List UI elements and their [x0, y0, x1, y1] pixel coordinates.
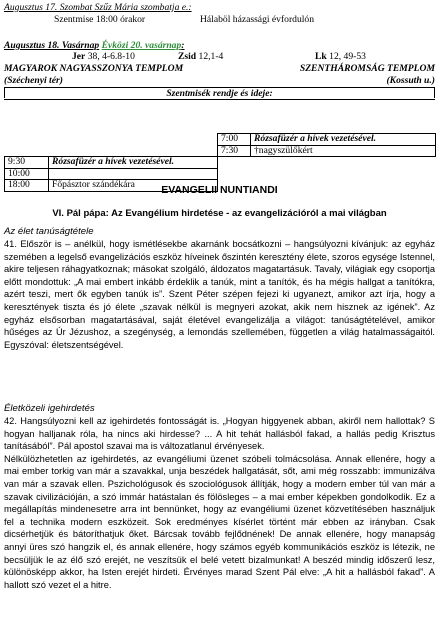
article-section-2 — [4, 403, 435, 591]
church-right: SZENTHÁROMSÁG TEMPLOM — [299, 63, 435, 74]
schedule-desc: Főpásztor szándékára — [49, 180, 218, 192]
reading-zsid-label: Zsid — [178, 51, 197, 62]
section-2-heading: Életközeli igehirdetés — [4, 403, 95, 414]
section-1-heading: Az élet tanúságtétele — [4, 226, 94, 237]
schedule-row — [5, 134, 436, 146]
section-2-text-2: Nélkülözhetetlen az igehirdetés, az evangéliumi üzenet szóbeli tolmácsolása. Annak ellenére, hogy a mai ember torkig van már a szavakkal, unja beszédek hallgatását, sőt, ami még rosszabb: immunizálva van már a szavak ellen. Pszichológusok és szociológusok állítják, hogy a modern ember túl van már a szavak civilizációján, a szó immár hatástalan és fölösleges – a mai ember képekben gondolkodik. Ez a megállapítás mindenesetre arra int bennünket, hogy az evangéliumi üzenet közvetítésében használjuk fel a technika modern eszközeit. Sok eredményes kísérlet történt már ebben az irányban. Csak dicsérhetjük és bátoríthatjuk őket. Bárcsak tovább fejlődnének! De annak ellenére, hogy manapság annyi üres szó hangzik el, és annak ellenére, hogy számos egyéb kommunikációs eszköz is létezik, ne becsüljük le az élő szó erejét, ne veszítsük el belé vetett bizalmunkat! A beszéd mindig időszerű lesz, különösképp akkor, ha Isten erejét hirdeti. Érvényes marad Szent Pál elve: „A hit a hallásból fakad”. A hallott szó vezet el a hitre. — [4, 453, 435, 590]
schedule-desc: Rózsafüzér a hívek vezetésével. — [251, 134, 436, 146]
schedule-row — [5, 157, 436, 169]
schedule-empty-cell — [5, 145, 49, 157]
schedule-time: 9:30 — [5, 157, 49, 169]
schedule-empty-cell — [49, 134, 218, 146]
reading-lk-ref: 12, 49-53 — [326, 51, 366, 62]
article-subtitle: VI. Pál pápa: Az Evangélium hirdetése - az evangelizációról a mai világban — [52, 208, 387, 219]
saturday-mass-intention: Hálaböl házassági évfordulón — [200, 14, 315, 25]
schedule-time: 18:00 — [5, 180, 49, 192]
saturday-mass-time: Szentmise 18:00 órakor — [54, 14, 146, 25]
schedule-empty-cell — [251, 157, 436, 169]
sunday-line — [4, 40, 435, 51]
sunday-liturgical: Évközi 20. vasárnap — [101, 40, 182, 51]
sunday-date: Augusztus 18. Vasárnap — [4, 40, 100, 51]
reading-zsid-ref: 12,1-4 — [196, 51, 224, 62]
reading-jer-label: Jer — [72, 51, 86, 62]
schedule-time: 7:30 — [218, 145, 251, 157]
schedule-time: 7:00 — [218, 134, 251, 146]
schedule-empty-cell — [49, 145, 218, 157]
saturday-date: Augusztus 17. Szombat Szűz Mária szombatja e.: — [4, 2, 192, 13]
article-section-1 — [4, 226, 435, 351]
schedule-time: 10:00 — [5, 168, 49, 180]
schedule-heading-rule — [4, 98, 435, 100]
church-left-address: (Széchenyi tér) — [4, 75, 63, 86]
article-title: EVANGELII NUNTIANDI — [161, 184, 278, 196]
reading-lk-label: Lk — [315, 51, 327, 62]
section-1-text: 41. Először is – anélkül, hogy ismétlésekbe akarnánk bocsátkozni – hangsúlyozni kívánjuk: az egyház szemében a legelső evangelizációs eszköz híveinek őszintén keresztény élete, szoros egysége Istennel, akire teljesen ráhagyatkoznak; másokat szolgáló, áldozatos magatartásuk. Tavaly, világiak egy csoportja előtt mondottuk: „A mai embert inkább érdeklik a tanúk, mint a tanítók, és ha mégis hallgat a tanítókra, azért teszi, mert ők egyben tanúk is”. Szent Péter szépen fejezi ki ugyanezt, amikor azt írja, hogy a keresztények tiszta és jó élete „szavak nélkül is megnyeri azokat, akik nem hisznek az igének”. Az egyház elsősorban magatartásával, saját életével evangelizálja a világot: tanúságtételével, amikor hűséges az Úr Jézushoz, a szegénység, a lemondás szellemében, független a világ hatalmasságaitól. Egyszóval: életszentségével. — [4, 239, 435, 350]
schedule-desc — [49, 168, 218, 180]
schedule-desc: Rózsafüzér a hívek vezetésével. — [49, 157, 218, 169]
schedule-empty-cell — [5, 134, 49, 146]
schedule-empty-cell — [218, 168, 251, 180]
reading-lk — [315, 51, 366, 62]
section-2-text: 42. Hangsúlyozni kell az igehirdetés fontosságát is. „Hogyan higgyenek abban, akiről nem hallottak? S hogyan halljanak róla, ha nincs aki hirdesse? ... A hit tehát hallásból fakad, a hallás pedig Krisztus tanításából”. Pál apostol szavai ma is változatlanul érvényesek. — [4, 416, 435, 452]
schedule-heading: Szentmisék rendje és ideje: — [4, 87, 435, 98]
reading-jer-ref: 38, 4-6.8-10 — [85, 51, 135, 62]
church-left: MAGYAROK NAGYASSZONYA TEMPLOM — [4, 63, 184, 74]
reading-jer — [72, 51, 135, 62]
schedule-empty-cell — [218, 157, 251, 169]
schedule-row — [5, 145, 436, 157]
schedule-row — [5, 168, 436, 180]
reading-zsid — [178, 51, 223, 62]
schedule-desc: †nagyszülőkért — [251, 145, 436, 157]
schedule-table — [4, 133, 436, 192]
church-right-address: (Kossuth u.) — [386, 75, 435, 86]
saturday-line — [4, 2, 435, 13]
sunday-colon: : — [181, 40, 185, 51]
schedule-empty-cell — [251, 168, 436, 180]
